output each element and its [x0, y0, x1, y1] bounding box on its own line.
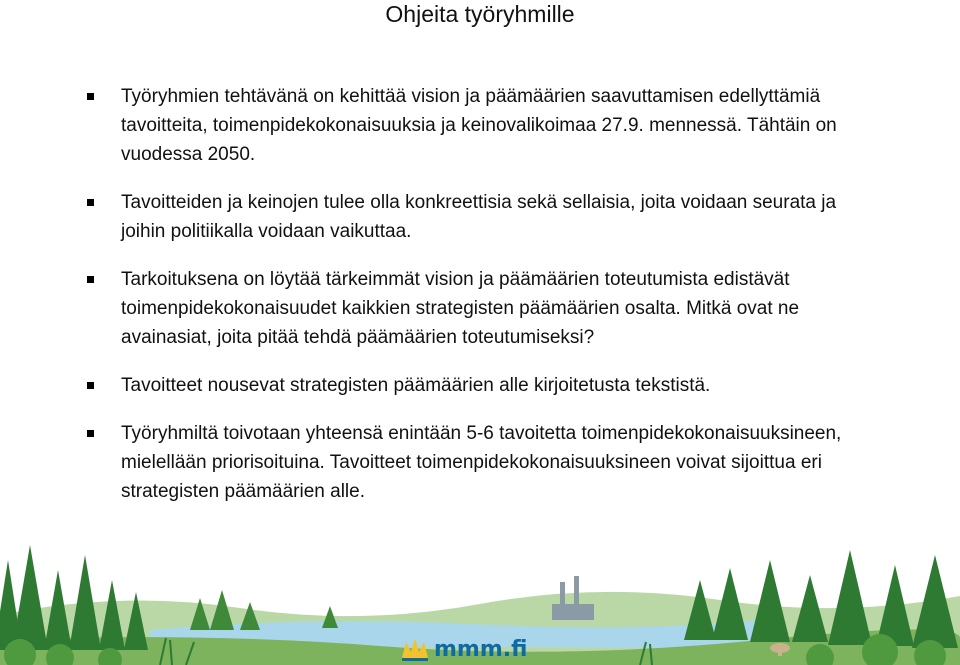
bullet-list [80, 82, 880, 525]
mmm-logo [400, 635, 527, 663]
bullet-item [80, 265, 880, 352]
slide-title: Ohjeita työryhmille [385, 1, 575, 27]
bullet-item [80, 82, 880, 169]
bullet-text: Tavoitteet nousevat strategisten päämäärien alle kirjoitetusta tekstistä. [121, 375, 711, 396]
square-bullet-icon [87, 430, 94, 437]
crown-logo-icon [400, 636, 430, 662]
square-bullet-icon [87, 276, 94, 283]
bullet-text: Tavoitteiden ja keinojen tulee olla konkreettisia sekä sellaisia, joita voidaan seurata ja joihin politiikalla voidaan vaikuttaa. [121, 192, 837, 242]
bullet-text: Työryhmien tehtävänä on kehittää vision ja päämäärien saavuttamisen edellyttämiä tavoitteita, toimenpidekokonaisuuksia ja keinovalikoimaa 27.9. mennessä. Tähtäin on vuodessa 2050. [121, 86, 837, 165]
bullet-item [80, 188, 880, 246]
bullet-item [80, 419, 880, 506]
bullet-text: Työryhmiltä toivotaan yhteensä enintään 5-6 tavoitetta toimenpidekokonaisuuksineen, mielellään priorisoituina. Tavoitteet toimenpidekokonaisuuksineen voivat sijoittua eri strategisten päämäärien alle. [121, 423, 842, 502]
square-bullet-icon [87, 199, 94, 206]
bullet-item [80, 371, 880, 400]
square-bullet-icon [87, 382, 94, 389]
bullet-text: Tarkoituksena on löytää tärkeimmät vision ja päämäärien toteutumista edistävät toimenpidekokonaisuudet kaikkien strategisten päämäärien osalta. Mitkä ovat ne avainasiat, joita pitää tehdä päämäärien toteutumiseksi? [121, 269, 800, 348]
logo-text: mmm.fi [434, 636, 528, 662]
square-bullet-icon [87, 93, 94, 100]
